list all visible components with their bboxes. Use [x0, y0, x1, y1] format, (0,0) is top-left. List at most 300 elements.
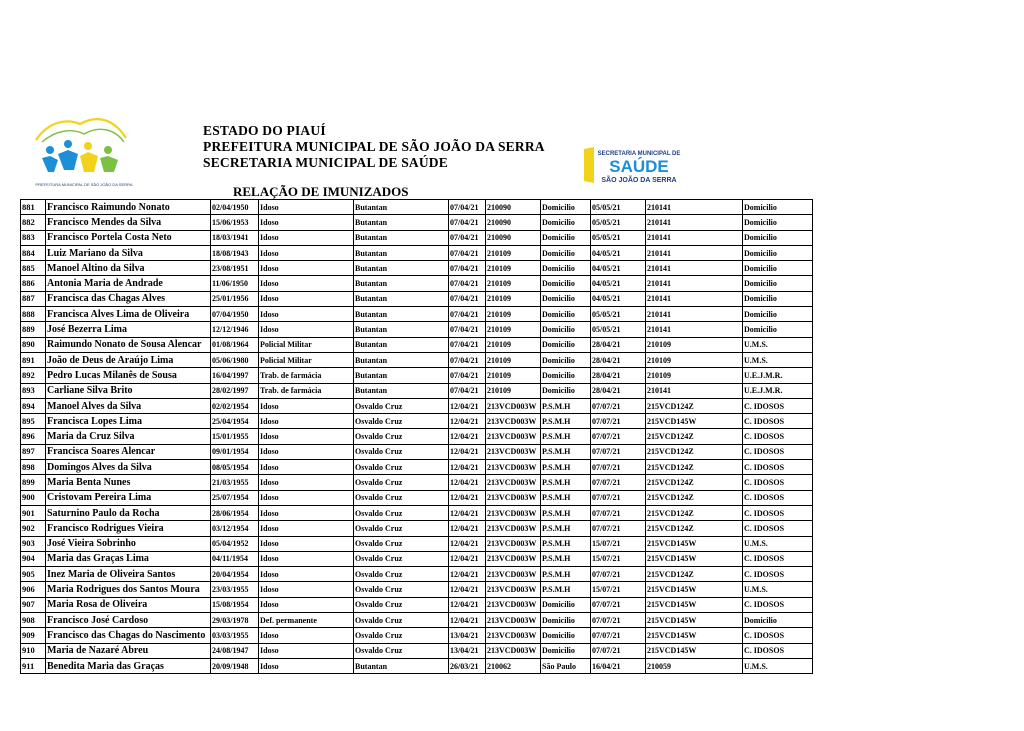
table-row	[21, 276, 813, 291]
dose1-lot-cell: 213VCD003W	[486, 429, 541, 444]
dose2-lot-cell: 210141	[646, 200, 743, 215]
dose2-date-cell: 15/07/21	[591, 582, 646, 597]
birth-date-cell: 04/11/1954	[211, 551, 259, 566]
dose2-place-cell: C. IDOSOS	[743, 444, 813, 459]
birth-date-cell: 24/08/1947	[211, 643, 259, 658]
name-cell: Inez Maria de Oliveira Santos	[46, 567, 211, 582]
dose2-place-cell: C. IDOSOS	[743, 597, 813, 612]
dose1-lot-cell: 213VCD003W	[486, 597, 541, 612]
name-cell: Manoel Alves da Silva	[46, 398, 211, 413]
dose2-date-cell: 07/07/21	[591, 613, 646, 628]
table-row	[21, 429, 813, 444]
prefeitura-logo	[28, 112, 140, 190]
vaccine-cell: Osvaldo Cruz	[354, 582, 449, 597]
dose1-date-cell: 07/04/21	[449, 276, 486, 291]
dose2-date-cell: 04/05/21	[591, 261, 646, 276]
birth-date-cell: 23/08/1951	[211, 261, 259, 276]
record-number-cell: 894	[21, 398, 46, 413]
name-cell: Francisco Mendes da Silva	[46, 215, 211, 230]
dose2-place-cell: C. IDOSOS	[743, 505, 813, 520]
dose1-lot-cell: 213VCD003W	[486, 643, 541, 658]
group-cell: Def. permanente	[259, 613, 354, 628]
vaccine-cell: Osvaldo Cruz	[354, 567, 449, 582]
vaccine-cell: Butantan	[354, 322, 449, 337]
dose2-lot-cell: 210141	[646, 230, 743, 245]
birth-date-cell: 20/04/1954	[211, 567, 259, 582]
name-cell: João de Deus de Araújo Lima	[46, 352, 211, 367]
dose1-date-cell: 07/04/21	[449, 215, 486, 230]
table-row	[21, 567, 813, 582]
dose2-lot-cell: 215VCD124Z	[646, 521, 743, 536]
group-cell: Idoso	[259, 567, 354, 582]
dose1-lot-cell: 210090	[486, 200, 541, 215]
record-number-cell: 886	[21, 276, 46, 291]
dose2-place-cell: Domicilio	[743, 261, 813, 276]
name-cell: Antonia Maria de Andrade	[46, 276, 211, 291]
dose1-lot-cell: 210109	[486, 368, 541, 383]
name-cell: Francisco das Chagas do Nascimento	[46, 628, 211, 643]
group-cell: Idoso	[259, 643, 354, 658]
dose2-date-cell: 07/07/21	[591, 398, 646, 413]
dose2-lot-cell: 215VCD145W	[646, 414, 743, 429]
dose1-lot-cell: 213VCD003W	[486, 444, 541, 459]
dose1-date-cell: 12/04/21	[449, 475, 486, 490]
table-row	[21, 261, 813, 276]
dose1-place-cell: P.S.M.H	[541, 444, 591, 459]
dose2-date-cell: 05/05/21	[591, 307, 646, 322]
dose2-place-cell: Domicilio	[743, 230, 813, 245]
dose1-date-cell: 12/04/21	[449, 613, 486, 628]
group-cell: Idoso	[259, 276, 354, 291]
group-cell: Idoso	[259, 307, 354, 322]
dose1-date-cell: 12/04/21	[449, 429, 486, 444]
dose1-place-cell: P.S.M.H	[541, 536, 591, 551]
table-row	[21, 291, 813, 306]
name-cell: Francisco Portela Costa Neto	[46, 230, 211, 245]
dose2-date-cell: 05/05/21	[591, 230, 646, 245]
section-title: RELAÇÃO DE IMUNIZADOS	[233, 184, 409, 199]
dose2-place-cell: C. IDOSOS	[743, 414, 813, 429]
group-cell: Idoso	[259, 230, 354, 245]
table-row	[21, 536, 813, 551]
dose2-lot-cell: 215VCD145W	[646, 628, 743, 643]
vaccine-cell: Butantan	[354, 658, 449, 673]
dose2-lot-cell: 215VCD124Z	[646, 567, 743, 582]
dose1-lot-cell: 213VCD003W	[486, 536, 541, 551]
vaccine-cell: Osvaldo Cruz	[354, 475, 449, 490]
name-cell: José Bezerra Lima	[46, 322, 211, 337]
table-row	[21, 398, 813, 413]
record-number-cell: 888	[21, 307, 46, 322]
dose2-lot-cell: 210141	[646, 291, 743, 306]
dose1-lot-cell: 210090	[486, 215, 541, 230]
dose1-place-cell: P.S.M.H	[541, 475, 591, 490]
dose1-place-cell: Domicilio	[541, 200, 591, 215]
vaccine-cell: Butantan	[354, 261, 449, 276]
vaccine-cell: Butantan	[354, 230, 449, 245]
dose2-date-cell: 04/05/21	[591, 245, 646, 260]
dose1-lot-cell: 213VCD003W	[486, 582, 541, 597]
dose2-place-cell: Domicilio	[743, 215, 813, 230]
name-cell: Luiz Mariano da Silva	[46, 245, 211, 260]
record-number-cell: 909	[21, 628, 46, 643]
dose1-date-cell: 07/04/21	[449, 200, 486, 215]
table-row	[21, 521, 813, 536]
dose2-place-cell: U.E.J.M.R.	[743, 368, 813, 383]
dose2-lot-cell: 210141	[646, 322, 743, 337]
birth-date-cell: 07/04/1950	[211, 307, 259, 322]
table-row	[21, 352, 813, 367]
dose1-place-cell: Domicilio	[541, 643, 591, 658]
dose1-lot-cell: 213VCD003W	[486, 475, 541, 490]
vaccine-cell: Osvaldo Cruz	[354, 643, 449, 658]
dose1-place-cell: P.S.M.H	[541, 551, 591, 566]
dose2-place-cell: C. IDOSOS	[743, 521, 813, 536]
dose1-lot-cell: 213VCD003W	[486, 521, 541, 536]
vaccine-cell: Osvaldo Cruz	[354, 628, 449, 643]
birth-date-cell: 18/03/1941	[211, 230, 259, 245]
dose2-date-cell: 05/05/21	[591, 200, 646, 215]
record-number-cell: 895	[21, 414, 46, 429]
dose1-date-cell: 07/04/21	[449, 383, 486, 398]
dose1-lot-cell: 213VCD003W	[486, 628, 541, 643]
table-row	[21, 444, 813, 459]
vaccine-cell: Osvaldo Cruz	[354, 490, 449, 505]
dose2-lot-cell: 210141	[646, 215, 743, 230]
group-cell: Idoso	[259, 658, 354, 673]
dose1-date-cell: 12/04/21	[449, 505, 486, 520]
dose1-date-cell: 07/04/21	[449, 368, 486, 383]
dose2-lot-cell: 215VCD145W	[646, 597, 743, 612]
record-number-cell: 899	[21, 475, 46, 490]
dose1-date-cell: 13/04/21	[449, 643, 486, 658]
group-cell: Idoso	[259, 261, 354, 276]
dose2-date-cell: 07/07/21	[591, 444, 646, 459]
dose2-lot-cell: 210141	[646, 307, 743, 322]
dose2-date-cell: 07/07/21	[591, 597, 646, 612]
birth-date-cell: 29/03/1978	[211, 613, 259, 628]
vaccine-cell: Butantan	[354, 291, 449, 306]
record-number-cell: 900	[21, 490, 46, 505]
dose1-place-cell: P.S.M.H	[541, 582, 591, 597]
header-secretaria: SECRETARIA MUNICIPAL DE SAÚDE	[203, 155, 448, 170]
dose1-date-cell: 12/04/21	[449, 521, 486, 536]
prefeitura-logo-caption: PREFEITURA MUNICIPAL DE SÃO JOÃO DA SERRA	[35, 182, 133, 187]
name-cell: Maria Benta Nunes	[46, 475, 211, 490]
vaccine-cell: Osvaldo Cruz	[354, 521, 449, 536]
dose2-date-cell: 15/07/21	[591, 536, 646, 551]
birth-date-cell: 21/03/1955	[211, 475, 259, 490]
dose1-lot-cell: 210109	[486, 261, 541, 276]
dose1-lot-cell: 210109	[486, 337, 541, 352]
dose2-lot-cell: 215VCD145W	[646, 582, 743, 597]
group-cell: Idoso	[259, 398, 354, 413]
table-row	[21, 368, 813, 383]
dose2-date-cell: 04/05/21	[591, 291, 646, 306]
dose2-lot-cell: 210141	[646, 383, 743, 398]
dose1-date-cell: 12/04/21	[449, 597, 486, 612]
table-row	[21, 245, 813, 260]
group-cell: Idoso	[259, 475, 354, 490]
vaccine-cell: Osvaldo Cruz	[354, 597, 449, 612]
dose1-lot-cell: 213VCD003W	[486, 505, 541, 520]
dose2-date-cell: 15/07/21	[591, 551, 646, 566]
dose2-place-cell: Domicilio	[743, 276, 813, 291]
birth-date-cell: 16/04/1997	[211, 368, 259, 383]
dose2-place-cell: U.M.S.	[743, 337, 813, 352]
dose2-date-cell: 07/07/21	[591, 628, 646, 643]
dose1-place-cell: Domicilio	[541, 597, 591, 612]
name-cell: Carliane Silva Brito	[46, 383, 211, 398]
record-number-cell: 897	[21, 444, 46, 459]
table-row	[21, 383, 813, 398]
record-number-cell: 905	[21, 567, 46, 582]
dose2-lot-cell: 210109	[646, 337, 743, 352]
table-row	[21, 658, 813, 673]
table-row	[21, 475, 813, 490]
dose1-date-cell: 12/04/21	[449, 536, 486, 551]
vaccine-cell: Osvaldo Cruz	[354, 505, 449, 520]
group-cell: Idoso	[259, 521, 354, 536]
dose1-date-cell: 07/04/21	[449, 291, 486, 306]
dose1-lot-cell: 210109	[486, 383, 541, 398]
name-cell: Pedro Lucas Milanês de Sousa	[46, 368, 211, 383]
record-number-cell: 891	[21, 352, 46, 367]
birth-date-cell: 28/06/1954	[211, 505, 259, 520]
birth-date-cell: 25/07/1954	[211, 490, 259, 505]
vaccine-cell: Butantan	[354, 276, 449, 291]
dose2-lot-cell: 215VCD145W	[646, 643, 743, 658]
vaccine-cell: Butantan	[354, 307, 449, 322]
dose2-date-cell: 07/07/21	[591, 567, 646, 582]
group-cell: Idoso	[259, 200, 354, 215]
dose2-place-cell: U.E.J.M.R.	[743, 383, 813, 398]
dose2-date-cell: 07/07/21	[591, 429, 646, 444]
name-cell: Raimundo Nonato de Sousa Alencar	[46, 337, 211, 352]
record-number-cell: 887	[21, 291, 46, 306]
dose2-place-cell: Domicilio	[743, 200, 813, 215]
group-cell: Idoso	[259, 414, 354, 429]
dose1-place-cell: Domicilio	[541, 352, 591, 367]
dose2-date-cell: 05/05/21	[591, 215, 646, 230]
vaccine-cell: Osvaldo Cruz	[354, 414, 449, 429]
dose2-date-cell: 07/07/21	[591, 505, 646, 520]
name-cell: Maria das Graças Lima	[46, 551, 211, 566]
vaccine-cell: Butantan	[354, 200, 449, 215]
dose1-date-cell: 07/04/21	[449, 245, 486, 260]
dose1-date-cell: 13/04/21	[449, 628, 486, 643]
table-row	[21, 505, 813, 520]
vaccine-cell: Osvaldo Cruz	[354, 398, 449, 413]
dose2-lot-cell: 215VCD124Z	[646, 475, 743, 490]
vaccine-cell: Butantan	[354, 368, 449, 383]
table-row	[21, 628, 813, 643]
birth-date-cell: 15/08/1954	[211, 597, 259, 612]
dose2-place-cell: C. IDOSOS	[743, 551, 813, 566]
dose2-date-cell: 07/07/21	[591, 521, 646, 536]
dose1-lot-cell: 213VCD003W	[486, 551, 541, 566]
dose1-place-cell: São Paulo	[541, 658, 591, 673]
name-cell: Maria Rosa de Oliveira	[46, 597, 211, 612]
group-cell: Idoso	[259, 582, 354, 597]
dose1-date-cell: 12/04/21	[449, 490, 486, 505]
dose2-place-cell: Domicilio	[743, 307, 813, 322]
table-row	[21, 215, 813, 230]
table-row	[21, 490, 813, 505]
dose2-date-cell: 07/07/21	[591, 643, 646, 658]
name-cell: Francisco José Cardoso	[46, 613, 211, 628]
group-cell: Idoso	[259, 628, 354, 643]
name-cell: Benedita Maria das Graças	[46, 658, 211, 673]
header-state: ESTADO DO PIAUÍ	[203, 123, 326, 138]
record-number-cell: 907	[21, 597, 46, 612]
name-cell: Francisca Soares Alencar	[46, 444, 211, 459]
record-number-cell: 883	[21, 230, 46, 245]
name-cell: Francisca Lopes Lima	[46, 414, 211, 429]
dose2-date-cell: 07/07/21	[591, 460, 646, 475]
dose1-date-cell: 12/04/21	[449, 551, 486, 566]
dose2-place-cell: C. IDOSOS	[743, 398, 813, 413]
dose2-lot-cell: 210141	[646, 245, 743, 260]
table-row	[21, 322, 813, 337]
record-number-cell: 904	[21, 551, 46, 566]
dose1-date-cell: 07/04/21	[449, 230, 486, 245]
record-number-cell: 890	[21, 337, 46, 352]
dose1-lot-cell: 210109	[486, 322, 541, 337]
secretaria-logo-top: SECRETARIA MUNICIPAL DE	[597, 151, 681, 157]
table-row	[21, 582, 813, 597]
immunized-table	[20, 199, 813, 674]
vaccine-cell: Osvaldo Cruz	[354, 551, 449, 566]
record-number-cell: 882	[21, 215, 46, 230]
dose1-place-cell: Domicilio	[541, 368, 591, 383]
dose2-date-cell: 28/04/21	[591, 368, 646, 383]
name-cell: Maria de Nazaré Abreu	[46, 643, 211, 658]
vaccine-cell: Butantan	[354, 383, 449, 398]
dose1-lot-cell: 210109	[486, 245, 541, 260]
dose1-date-cell: 07/04/21	[449, 261, 486, 276]
dose2-place-cell: U.M.S.	[743, 582, 813, 597]
birth-date-cell: 25/01/1956	[211, 291, 259, 306]
table-row	[21, 337, 813, 352]
record-number-cell: 906	[21, 582, 46, 597]
group-cell: Policial Militar	[259, 337, 354, 352]
dose2-date-cell: 16/04/21	[591, 658, 646, 673]
dose1-date-cell: 26/03/21	[449, 658, 486, 673]
dose2-lot-cell: 215VCD124Z	[646, 398, 743, 413]
birth-date-cell: 03/12/1954	[211, 521, 259, 536]
table-body	[21, 200, 813, 674]
dose1-place-cell: Domicilio	[541, 291, 591, 306]
dose2-lot-cell: 215VCD124Z	[646, 444, 743, 459]
dose1-place-cell: P.S.M.H	[541, 505, 591, 520]
dose1-place-cell: P.S.M.H	[541, 490, 591, 505]
table-row	[21, 200, 813, 215]
dose1-lot-cell: 210062	[486, 658, 541, 673]
name-cell: Saturnino Paulo da Rocha	[46, 505, 211, 520]
group-cell: Idoso	[259, 505, 354, 520]
dose2-place-cell: C. IDOSOS	[743, 628, 813, 643]
table-row	[21, 414, 813, 429]
dose1-place-cell: P.S.M.H	[541, 521, 591, 536]
dose2-date-cell: 07/07/21	[591, 475, 646, 490]
birth-date-cell: 08/05/1954	[211, 460, 259, 475]
dose1-date-cell: 12/04/21	[449, 567, 486, 582]
birth-date-cell: 15/06/1953	[211, 215, 259, 230]
dose1-lot-cell: 210109	[486, 291, 541, 306]
name-cell: Francisca das Chagas Alves	[46, 291, 211, 306]
vaccine-cell: Butantan	[354, 352, 449, 367]
group-cell: Idoso	[259, 551, 354, 566]
record-number-cell: 898	[21, 460, 46, 475]
group-cell: Idoso	[259, 291, 354, 306]
dose2-date-cell: 28/04/21	[591, 383, 646, 398]
dose1-date-cell: 07/04/21	[449, 322, 486, 337]
dose1-place-cell: Domicilio	[541, 337, 591, 352]
dose1-date-cell: 12/04/21	[449, 444, 486, 459]
dose1-place-cell: Domicilio	[541, 383, 591, 398]
name-cell: Manoel Altino da Silva	[46, 261, 211, 276]
birth-date-cell: 12/12/1946	[211, 322, 259, 337]
dose1-lot-cell: 210090	[486, 230, 541, 245]
record-number-cell: 910	[21, 643, 46, 658]
dose1-place-cell: Domicilio	[541, 230, 591, 245]
dose1-place-cell: Domicilio	[541, 215, 591, 230]
group-cell: Idoso	[259, 215, 354, 230]
group-cell: Idoso	[259, 245, 354, 260]
table-row	[21, 460, 813, 475]
record-number-cell: 885	[21, 261, 46, 276]
name-cell: Maria da Cruz Silva	[46, 429, 211, 444]
dose2-lot-cell: 215VCD145W	[646, 613, 743, 628]
group-cell: Idoso	[259, 536, 354, 551]
dose2-lot-cell: 215VCD145W	[646, 551, 743, 566]
record-number-cell: 902	[21, 521, 46, 536]
birth-date-cell: 05/06/1980	[211, 352, 259, 367]
dose1-place-cell: Domicilio	[541, 322, 591, 337]
vaccine-cell: Osvaldo Cruz	[354, 460, 449, 475]
dose1-date-cell: 07/04/21	[449, 352, 486, 367]
dose2-lot-cell: 210109	[646, 368, 743, 383]
group-cell: Idoso	[259, 322, 354, 337]
dose1-date-cell: 12/04/21	[449, 582, 486, 597]
vaccine-cell: Osvaldo Cruz	[354, 613, 449, 628]
dose2-date-cell: 04/05/21	[591, 276, 646, 291]
table-row	[21, 230, 813, 245]
dose2-lot-cell: 215VCD124Z	[646, 429, 743, 444]
dose2-place-cell: C. IDOSOS	[743, 429, 813, 444]
group-cell: Idoso	[259, 444, 354, 459]
dose1-lot-cell: 213VCD003W	[486, 398, 541, 413]
birth-date-cell: 25/04/1954	[211, 414, 259, 429]
dose2-lot-cell: 215VCD124Z	[646, 490, 743, 505]
vaccine-cell: Osvaldo Cruz	[354, 444, 449, 459]
group-cell: Idoso	[259, 460, 354, 475]
dose2-place-cell: Domicilio	[743, 613, 813, 628]
dose2-lot-cell: 215VCD145W	[646, 536, 743, 551]
dose2-date-cell: 28/04/21	[591, 352, 646, 367]
dose2-lot-cell: 210059	[646, 658, 743, 673]
dose1-place-cell: P.S.M.H	[541, 460, 591, 475]
dose2-place-cell: C. IDOSOS	[743, 460, 813, 475]
dose1-place-cell: Domicilio	[541, 276, 591, 291]
record-number-cell: 893	[21, 383, 46, 398]
dose2-lot-cell: 210141	[646, 261, 743, 276]
dose2-date-cell: 07/07/21	[591, 414, 646, 429]
dose1-date-cell: 07/04/21	[449, 307, 486, 322]
secretaria-saude-logo	[582, 145, 684, 185]
dose2-place-cell: C. IDOSOS	[743, 490, 813, 505]
